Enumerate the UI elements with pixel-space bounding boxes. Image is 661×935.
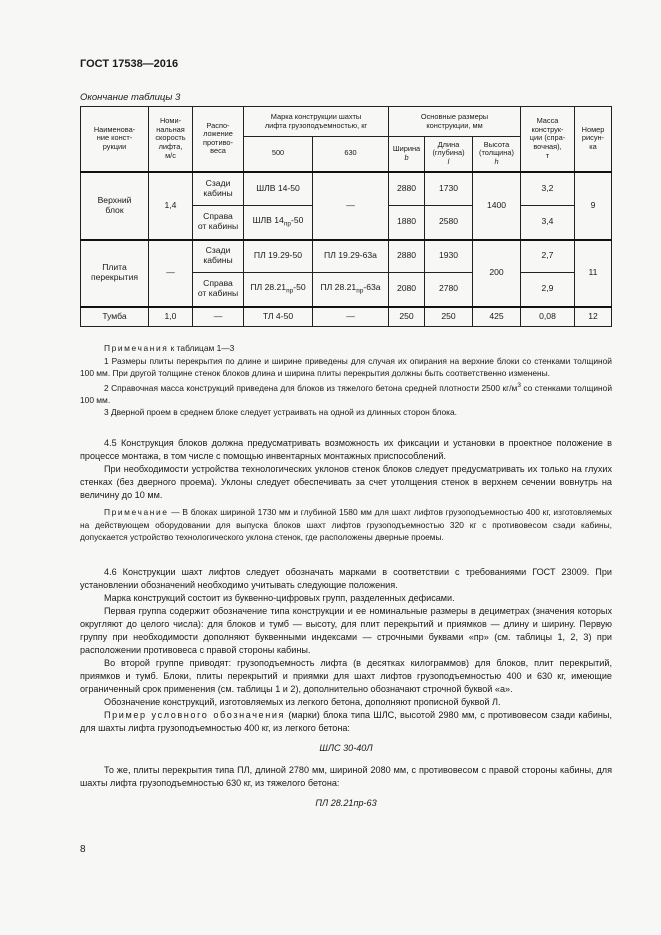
cell-speed: —: [149, 240, 193, 307]
cell-length: 2580: [425, 206, 473, 240]
cell-length: 250: [425, 307, 473, 327]
cell-mark-500: ПЛ 19.29-50: [244, 240, 313, 273]
cell-length: 2780: [425, 273, 473, 307]
cell-mass: 3,2: [521, 172, 575, 206]
cell-speed: 1,4: [149, 172, 193, 240]
paragraph: Первая группа содержит обозначение типа конструкции и ее номинальные размеры в дециметрах (значения которых округляют до целого числа): для блоков и тумб — высоту, для плит перекрытий и приямков — длину и ширину. Первую группу при необходимости дополняют буквенными индексами — строчными буквами «пр» (см. таблицы 1, 2, 3) при расположении противовеса с правой стороны кабины.: [80, 606, 612, 655]
section-note: Примечание — В блоках шириной 1730 мм и глубиной 1580 мм для шахт лифтов грузоподъемностью 400 кг, изготовляемых на действующем оборудовании для выпуска блоков шахт лифтов грузоподъемностью 320 кг с противовесом сзади кабины, допускается устройство технологического уклона стенок, где расположены дверные проемы.: [80, 507, 612, 542]
note-1: 1 Размеры плиты перекрытия по длине и ширине приведены для случая их опирания на верхние блоки со стенками толщиной 100 мм. При другой толщине стенок блоков длина и ширина плиты перекрытия должны быть соответственно изменены.: [80, 355, 612, 378]
cell-mass: 3,4: [521, 206, 575, 240]
th-dims: Основные размеры конструкции, мм: [389, 107, 521, 137]
notes-title: Примечания к таблицам 1—3: [104, 343, 235, 353]
th-mark-630: 630: [313, 137, 389, 172]
cell-height: 425: [473, 307, 521, 327]
table-notes: [80, 342, 612, 419]
cell-name: Тумба: [81, 307, 149, 327]
cell-mark-500: ШЛВ $14_{пр}-50$: [244, 206, 313, 240]
example-paragraph: Пример условного обозначения (марки) блока типа ШЛС, высотой 2980 мм, с противовесом сзади кабины, для шахты лифта грузоподъемностью 400 кг, из легкого бетона:: [80, 710, 612, 733]
th-name: Наименова- ние конст- рукции: [81, 107, 149, 172]
section-4-5: [80, 437, 612, 544]
cell-name: Верхний блок: [81, 172, 149, 240]
paragraph: Во второй группе приводят: грузоподъемность лифта (в десятках килограммов) для блоков, плит перекрытий, приямков и тумб. Блоки, плиты перекрытий и приямки для шахт лифтов грузоподъемностью 400 и 630 кг, имеющие ограниченный срок применения (см. таблицы 1 и 2), дополнительно обозначают строчной буквой «а».: [80, 658, 612, 694]
th-width: Ширина b: [389, 137, 425, 172]
page-number: 8: [80, 844, 86, 855]
cell-figure: 11: [575, 240, 612, 307]
cell-name: Плита перекрытия: [81, 240, 149, 307]
paragraph: То же, плиты перекрытия типа ПЛ, длиной 2780 мм, шириной 2080 мм, с противовесом с правой стороны кабины, для шахты лифта грузоподъемностью 630 кг, из тяжелого бетона:: [80, 765, 612, 788]
paragraph: 4.5 Конструкция блоков должна предусматривать возможность их фиксации и установки в проектное положение в процессе монтажа, в том числе с помощью инвентарных монтажных приспособлений.: [80, 438, 612, 461]
paragraph: Обозначение конструкций, изготовляемых из легкого бетона, дополняют прописной буквой Л.: [104, 697, 501, 707]
table-header-row: [81, 107, 612, 137]
cell-height: 200: [473, 240, 521, 307]
note-2: 2 Справочная масса конструкций приведена для блоков из тяжелого бетона средней плотности 2500 $кг/м^3$ со стенками толщиной 100 мм.: [80, 381, 612, 405]
th-height: Высота (толщина) h: [473, 137, 521, 172]
cell-figure: 9: [575, 172, 612, 240]
cell-mark-630: ПЛ 19.29-63а: [313, 240, 389, 273]
table-row: [81, 240, 612, 273]
cell-position: Сзади кабины: [193, 240, 244, 273]
cell-length: 1730: [425, 172, 473, 206]
cell-position: Справа от кабины: [193, 273, 244, 307]
cell-width: 2080: [389, 273, 425, 307]
cell-position: Справа от кабины: [193, 206, 244, 240]
cell-mark-500: ШЛВ 14-50: [244, 172, 313, 206]
cell-mark-500: ПЛ $28.21_{пр}-50$: [244, 273, 313, 307]
cell-width: 250: [389, 307, 425, 327]
cell-height: 1400: [473, 172, 521, 240]
th-length: Длина (глубина) l: [425, 137, 473, 172]
table-row: [81, 307, 612, 327]
th-counterweight: Распо- ложение противо- веса: [193, 107, 244, 172]
paragraph: При необходимости устройства технологических уклонов стенок блоков следует предусматривать их только на глухих стенках (без дверного проема). Уклоны следует обеспечивать за счет утолщения стенок в верхнем сечении вовнутрь на величину до 10 мм.: [80, 464, 612, 500]
th-figure: Номер рисун- ка: [575, 107, 612, 172]
cell-speed: 1,0: [149, 307, 193, 327]
section-4-6: [80, 566, 612, 810]
cell-mark-630: —: [313, 307, 389, 327]
table-row: [81, 172, 612, 206]
cell-position: Сзади кабины: [193, 172, 244, 206]
cell-mass: 0,08: [521, 307, 575, 327]
th-mark-500: 500: [244, 137, 313, 172]
standard-header: ГОСТ 17538—2016: [80, 58, 179, 70]
cell-mass: 2,9: [521, 273, 575, 307]
table-caption: Окончание таблицы 3: [80, 92, 181, 103]
cell-mark-500: ТЛ 4-50: [244, 307, 313, 327]
paragraph: Марка конструкций состоит из буквенно-цифровых групп, разделенных дефисами.: [104, 593, 455, 603]
paragraph: 4.6 Конструкции шахт лифтов следует обозначать марками в соответствии с требованиями ГОСТ 23009. При установлении обозначений необходимо учитывать следующие положения.: [80, 567, 612, 590]
table-3: [80, 106, 612, 327]
cell-position: —: [193, 307, 244, 327]
note-3: 3 Дверной проем в среднем блоке следует устраивать на одной из длинных сторон блока.: [104, 407, 457, 418]
th-mass: Масса конструк- ции (спра- вочная), т: [521, 107, 575, 172]
cell-width: 2880: [389, 240, 425, 273]
cell-figure: 12: [575, 307, 612, 327]
example-mark-2: ПЛ 28.21пр-63: [315, 798, 377, 808]
cell-mark-630: —: [313, 172, 389, 240]
cell-mass: 2,7: [521, 240, 575, 273]
th-speed: Номи- нальная скорость лифта, м/с: [149, 107, 193, 172]
cell-mark-630: ПЛ $28.21_{пр}-63а$: [313, 273, 389, 307]
cell-width: 1880: [389, 206, 425, 240]
cell-length: 1930: [425, 240, 473, 273]
th-mark: Марка конструкции шахты лифта грузоподъемностью, кг: [244, 107, 389, 137]
example-mark: ШЛС 30-40Л: [319, 743, 373, 753]
cell-width: 2880: [389, 172, 425, 206]
